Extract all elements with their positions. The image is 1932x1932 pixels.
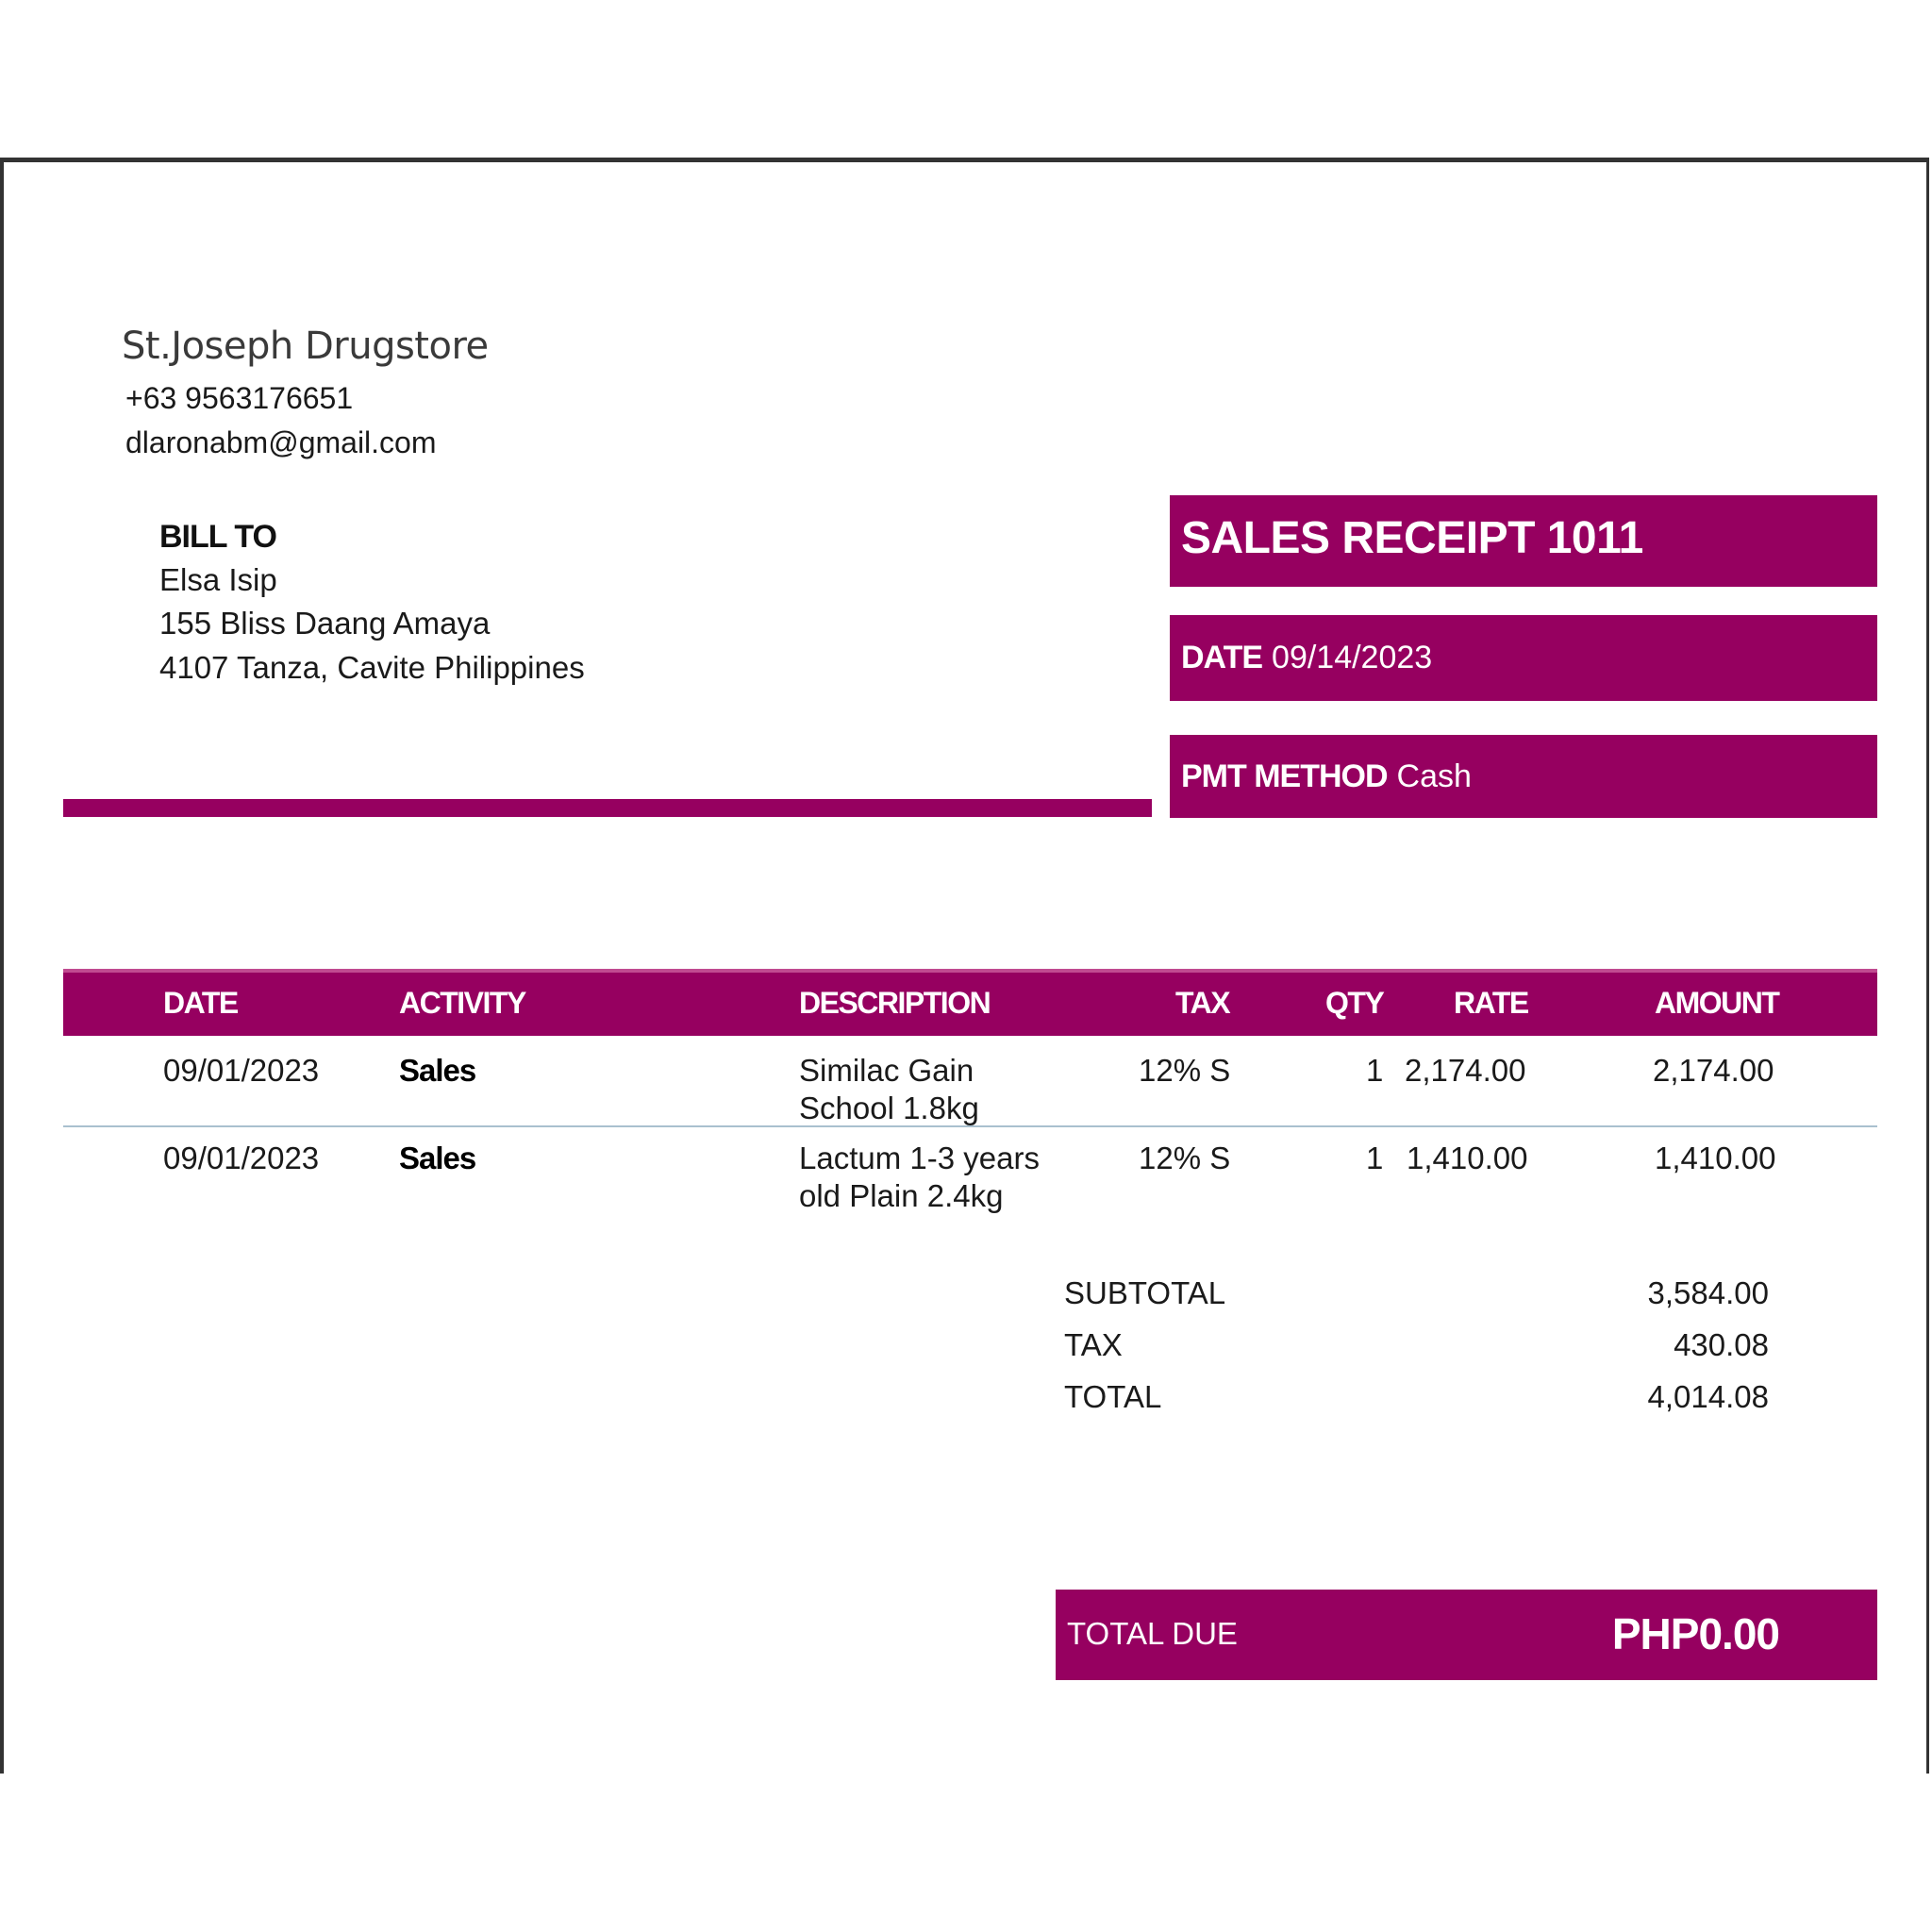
- row-rate: 1,410.00: [1407, 1141, 1528, 1175]
- total-due-label: TOTAL DUE: [1067, 1616, 1238, 1651]
- subtotal-label: SUBTOTAL: [1064, 1275, 1226, 1310]
- bill-to-heading: BILL TO: [159, 519, 276, 555]
- header-rate: RATE: [1454, 986, 1528, 1020]
- row-activity: Sales: [399, 1053, 476, 1088]
- row-tax: 12% S: [1139, 1053, 1231, 1088]
- row-description-line1: Similac Gain: [799, 1053, 974, 1088]
- receipt-document: [0, 158, 1929, 1774]
- header-activity: ACTIVITY: [399, 986, 525, 1020]
- bill-to-address-line2: 4107 Tanza, Cavite Philippines: [159, 650, 585, 685]
- header-qty: QTY: [1325, 986, 1384, 1020]
- total-value: 4,014.08: [1647, 1379, 1769, 1414]
- row-rate: 2,174.00: [1405, 1053, 1526, 1088]
- receipt-date-box: [1170, 615, 1877, 701]
- bill-to-name: Elsa Isip: [159, 562, 277, 597]
- row-qty: 1: [1366, 1141, 1384, 1175]
- header-tax: TAX: [1175, 986, 1230, 1020]
- bill-to-address-line1: 155 Bliss Daang Amaya: [159, 606, 491, 641]
- subtotal-value: 3,584.00: [1647, 1275, 1769, 1310]
- tax-total-label: TAX: [1064, 1327, 1123, 1362]
- payment-method-value: Cash: [1396, 758, 1472, 794]
- row-description-line2: School 1.8kg: [799, 1091, 979, 1125]
- total-due-value: PHP0.00: [1611, 1609, 1779, 1658]
- receipt-date-value: 09/14/2023: [1272, 640, 1433, 675]
- payment-method-label: PMT METHOD: [1181, 758, 1388, 794]
- receipt-title: SALES RECEIPT 1011: [1170, 495, 1877, 587]
- row-amount: 1,410.00: [1655, 1141, 1776, 1175]
- header-date: DATE: [163, 986, 238, 1020]
- company-phone: +63 9563176651: [125, 381, 354, 415]
- row-description-line2: old Plain 2.4kg: [799, 1178, 1004, 1213]
- row-activity: Sales: [399, 1141, 476, 1175]
- payment-method-box: [1170, 735, 1877, 818]
- line-items-header: [63, 969, 1877, 1036]
- row-date: 09/01/2023: [163, 1141, 320, 1175]
- row-date: 09/01/2023: [163, 1053, 320, 1088]
- row-amount: 2,174.00: [1653, 1053, 1774, 1088]
- row-qty: 1: [1366, 1053, 1384, 1088]
- total-label: TOTAL: [1064, 1379, 1162, 1414]
- company-email: dlaronabm@gmail.com: [125, 425, 437, 459]
- total-due-box: [1056, 1590, 1877, 1680]
- row-divider: [63, 1125, 1877, 1127]
- header-description: DESCRIPTION: [799, 986, 991, 1020]
- company-name: St.Joseph Drugstore: [122, 325, 489, 368]
- tax-total-value: 430.08: [1674, 1327, 1769, 1362]
- row-description-line1: Lactum 1-3 years: [799, 1141, 1040, 1175]
- accent-divider: [63, 799, 1152, 817]
- row-tax: 12% S: [1139, 1141, 1231, 1175]
- receipt-date-label: DATE: [1181, 640, 1263, 675]
- header-amount: AMOUNT: [1655, 986, 1779, 1020]
